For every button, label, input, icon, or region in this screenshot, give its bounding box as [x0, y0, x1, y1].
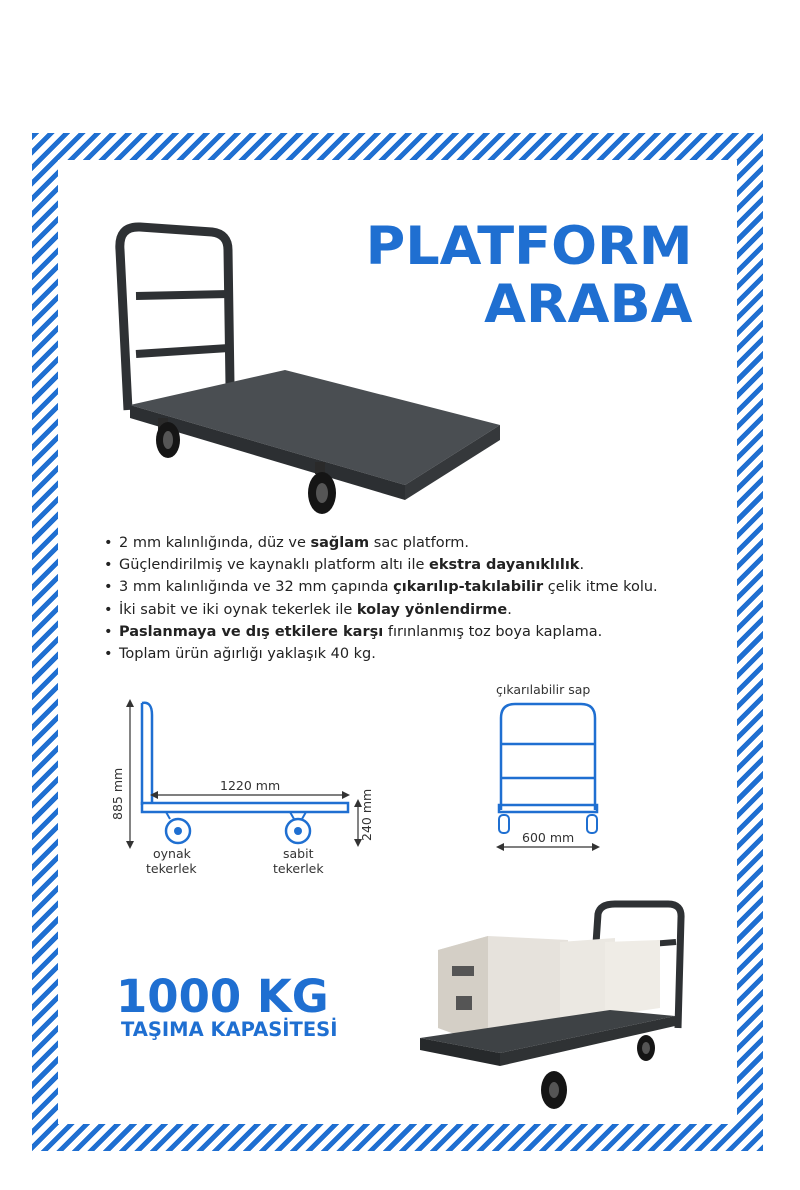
feature-emphasis: kolay yönlendirme	[356, 601, 508, 618]
loaded-cart-photo	[410, 898, 700, 1118]
title-line-1: PLATFORM	[365, 216, 692, 277]
feature-text: çelik itme kolu.	[543, 579, 658, 596]
title-line-2: ARABA	[483, 274, 692, 335]
feature-item	[104, 532, 658, 554]
feature-item	[104, 599, 658, 621]
product-title	[365, 216, 692, 335]
feature-text: 3 mm kalınlığında ve 32 mm çapında	[119, 579, 394, 596]
feature-text: fırınlanmış toz boya kaplama.	[383, 623, 603, 640]
fixed-wheel-label-1: sabit	[283, 846, 314, 861]
side-dimension-diagram	[108, 695, 388, 885]
handle-label: çıkarılabilir sap	[496, 682, 591, 697]
feature-emphasis: sağlam	[310, 535, 370, 551]
capacity-value: 1000 KG	[116, 970, 329, 1023]
swivel-wheel-label-1: oynak	[153, 846, 191, 861]
front-dimension-diagram	[488, 680, 618, 860]
feature-item	[104, 576, 658, 598]
width-label: 600 mm	[522, 830, 575, 845]
feature-emphasis: ekstra dayanıklılık	[429, 557, 580, 574]
feature-text: 2 mm kalınlığında, düz ve	[119, 535, 311, 551]
feature-item	[104, 621, 658, 643]
feature-emphasis: çıkarılıp-takılabilir	[393, 579, 544, 596]
feature-text: İki sabit ve iki oynak tekerlek ile	[119, 601, 357, 618]
feature-list	[104, 532, 658, 665]
feature-item	[104, 643, 658, 665]
feature-text: .	[579, 557, 585, 574]
height-label: 885 mm	[110, 767, 125, 820]
length-label: 1220 mm	[220, 778, 281, 793]
feature-item	[104, 554, 658, 576]
feature-text: .	[507, 601, 512, 618]
capacity-label: TAŞIMA KAPASİTESİ	[121, 1018, 338, 1041]
feature-text: Toplam ürün ağırlığı yaklaşık 40 kg.	[119, 646, 376, 663]
platform-height-label: 240 mm	[359, 788, 374, 841]
fixed-wheel-label-2: tekerlek	[273, 861, 324, 876]
feature-emphasis: Paslanmaya ve dış etkilere karşı	[119, 623, 384, 640]
swivel-wheel-label-2: tekerlek	[146, 861, 197, 876]
feature-text: Güçlendirilmiş ve kaynaklı platform altı ile	[119, 557, 430, 574]
feature-text: sac platform.	[369, 535, 470, 551]
